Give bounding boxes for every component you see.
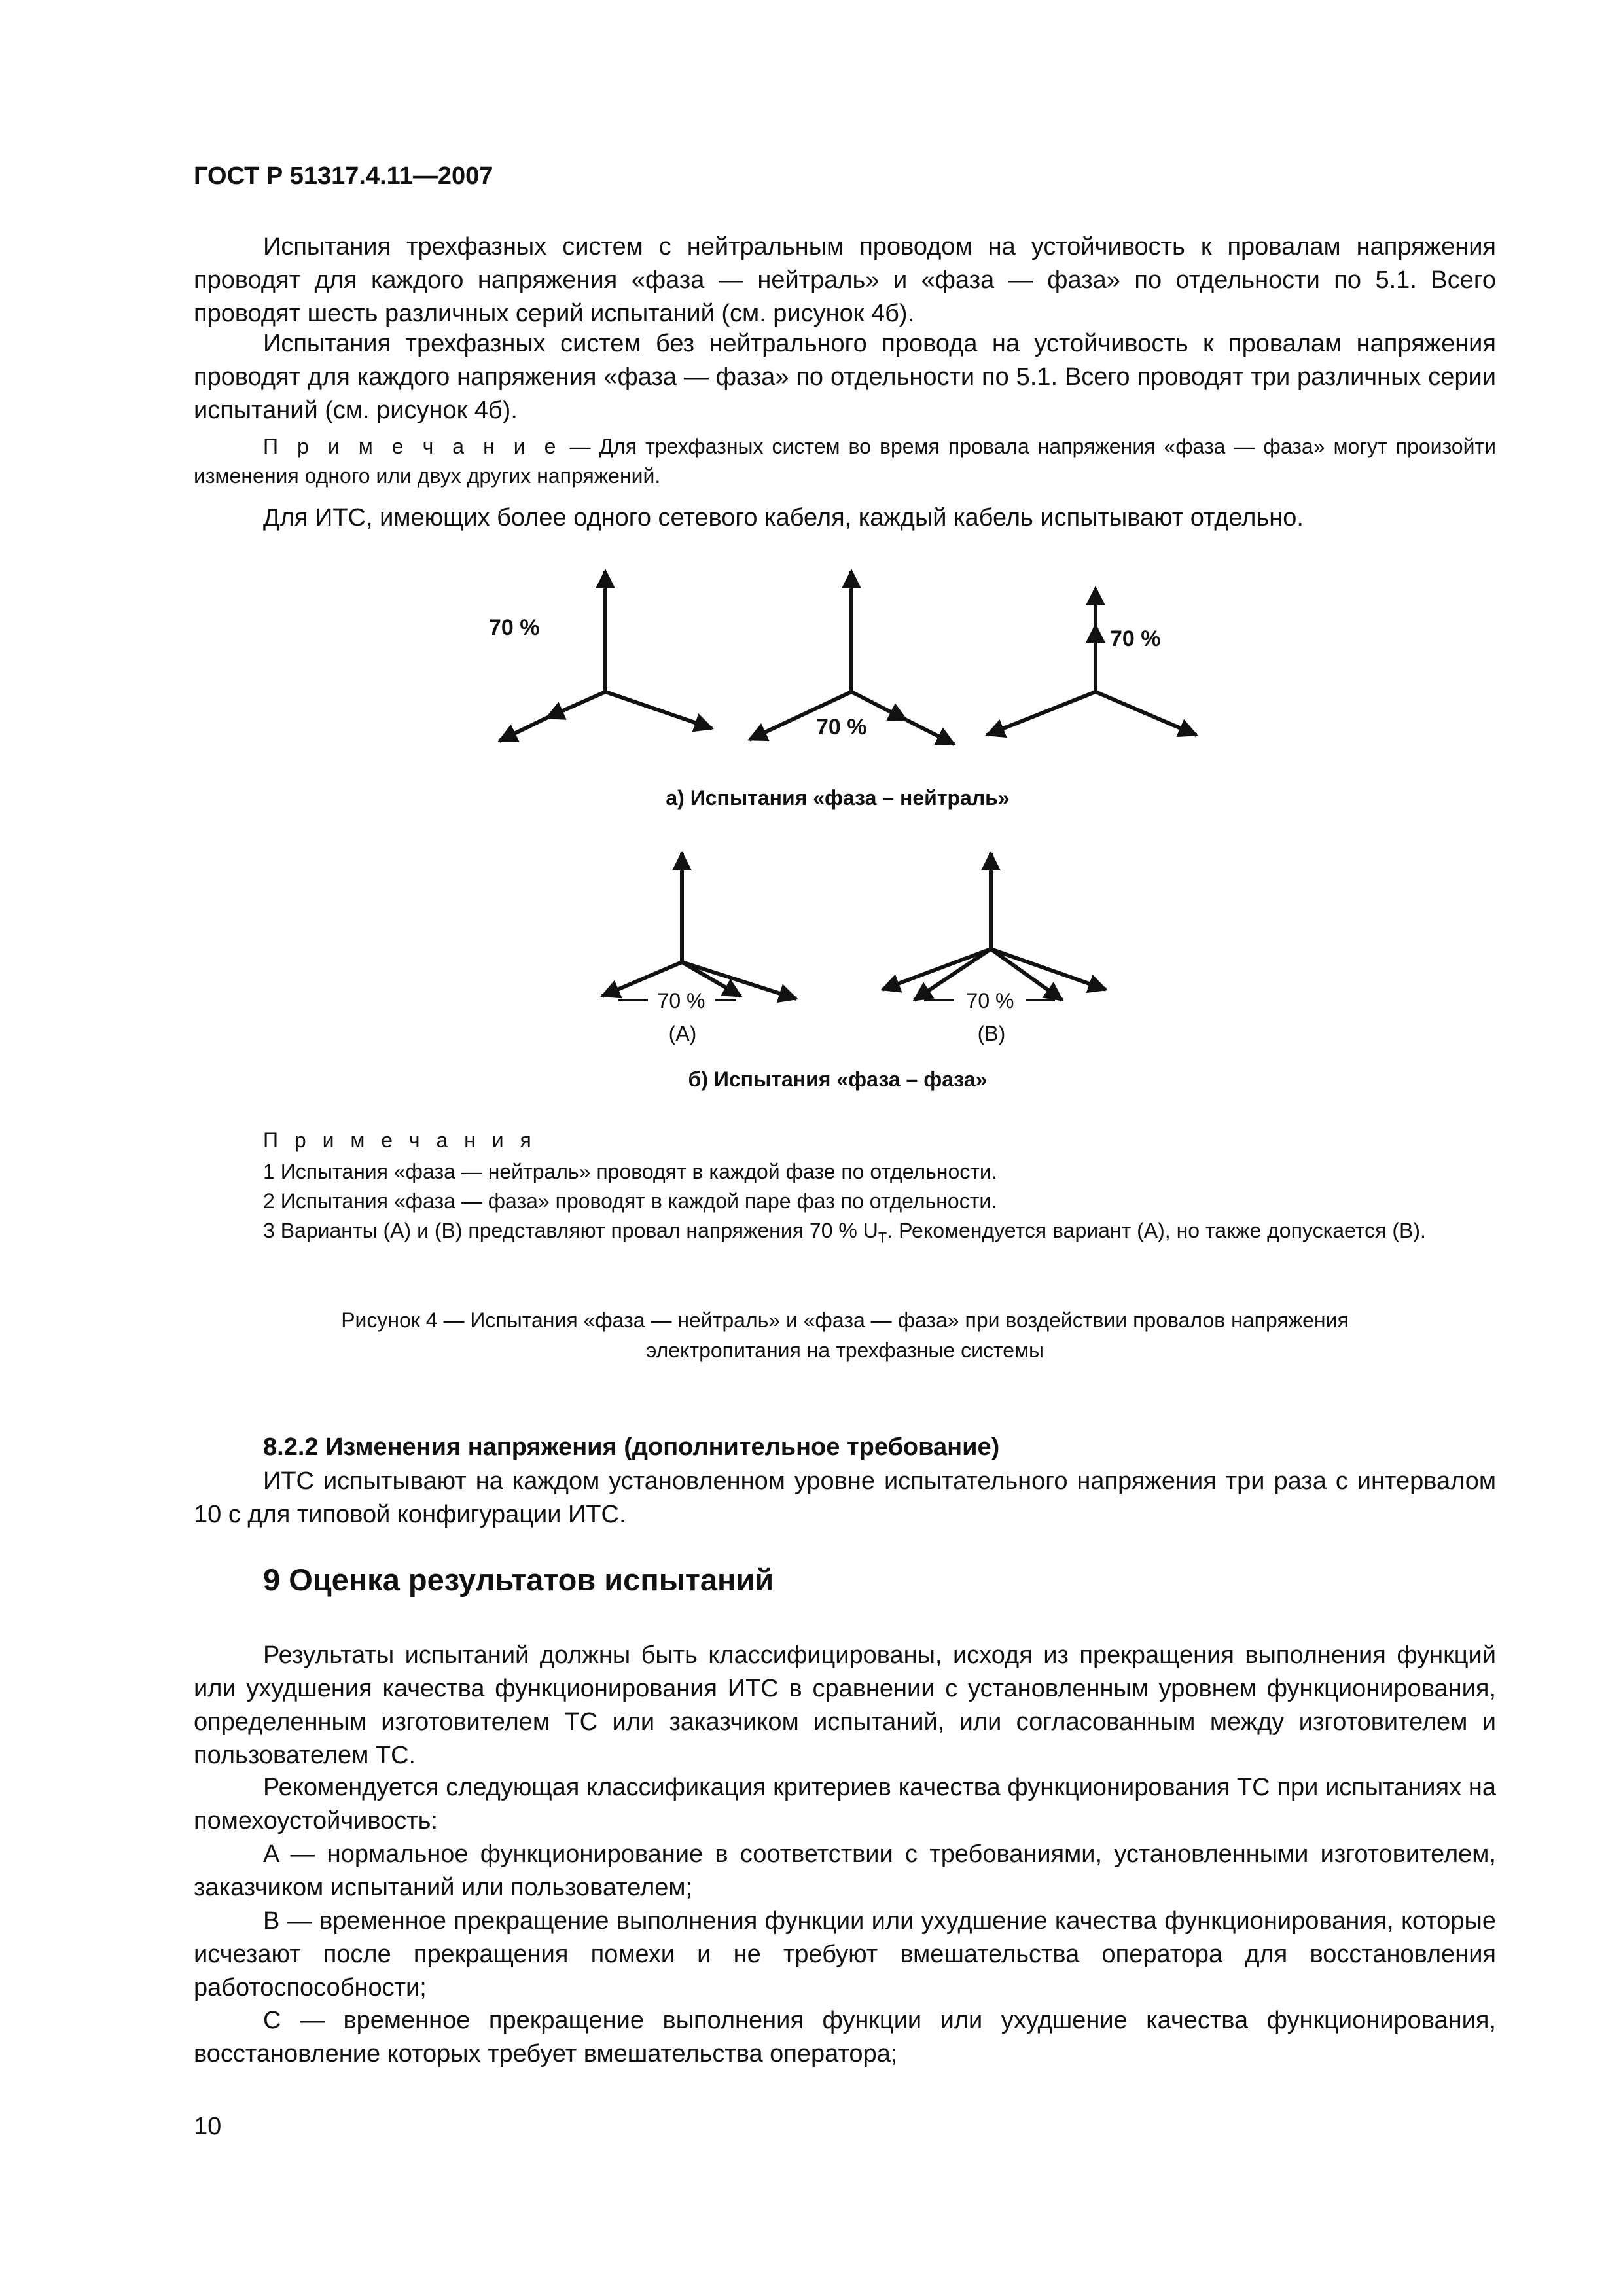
label-70-a1: 70 % [489, 615, 540, 640]
phasor-diagram-a1 [499, 571, 712, 741]
note-item-1: 1 Испытания «фаза — нейтраль» проводят в каждой фазе по отдельности. [263, 1160, 997, 1183]
criterion-C: C — временное прекращение выполнения функции или ухудшение качества функционирования, восстановление которых требует вмешательства оператора; [194, 2007, 1496, 2068]
label-70-a3: 70 % [1110, 626, 1161, 651]
phasor-diagram-a3 [987, 588, 1196, 735]
label-70-bB: 70 % [966, 989, 1014, 1013]
note-label: П р и м е ч а н и е [263, 435, 562, 458]
phasor-diagram-bB [882, 853, 1106, 1000]
caption-a: а) Испытания «фаза – нейтраль» [666, 786, 1010, 810]
variant-B-label: (B) [977, 1022, 1006, 1045]
figure-caption-line-1: Рисунок 4 — Испытания «фаза — нейтраль» и «фаза — фаза» при воздействии провалов напряжения [341, 1308, 1349, 1332]
phasor-diagrams [458, 563, 1217, 1100]
section-822-text: ИТС испытывают на каждом установленном уровне испытательного напряжения три раза с интервалом 10 с для типовой конфигурации ИТС. [194, 1467, 1496, 1528]
criterion-B: B — временное прекращение выполнения функции или ухудшение качества функционирования, которые исчезают после прекращения помехи и не требуют вмешательства оператора для восстановления работоспособности; [194, 1907, 1496, 2001]
label-70-bA: 70 % [657, 989, 705, 1013]
note-item-3-subscript: T [878, 1229, 887, 1246]
figure-4 [458, 563, 1217, 1100]
figure-caption-line-2: электропитания на трехфазные системы [645, 1338, 1044, 1362]
caption-b: б) Испытания «фаза – фаза» [688, 1067, 988, 1091]
criterion-A: A — нормальное функционирование в соответствии с требованиями, установленными изготовителем, заказчиком испытаний или пользователем; [194, 1840, 1496, 1901]
note-item-3-tail: . Рекомендуется вариант (A), но также допускается (B). [887, 1219, 1426, 1242]
note-item-2: 2 Испытания «фаза — фаза» проводят в каждой паре фаз по отдельности. [263, 1189, 997, 1213]
label-70-a2: 70 % [816, 715, 867, 740]
page-number: 10 [194, 2113, 222, 2140]
section-9-paragraph-1: Результаты испытаний должны быть классифицированы, исходя из прекращения выполнения функций или ухудшения качества функционирования ИТС в сравнении с установленным уровнем функционирования, определенным изготовителем ТС или заказчиком испытаний, или согласованным между изготовителем и пользователем ТС. [194, 1641, 1496, 1769]
note-item-3-text: 3 Варианты (A) и (B) представляют провал напряжения 70 % U [263, 1219, 878, 1242]
paragraph-with-neutral: Испытания трехфазных систем с нейтральным проводом на устойчивость к провалам напряжения проводят для каждого напряжения «фаза — нейтраль» и «фаза — фаза» по отдельности по 5.1. Всего проводят шесть различных серий испытаний (см. рисунок 4б). [194, 233, 1496, 327]
phasor-diagram-bA [602, 853, 796, 999]
note-single [194, 432, 1496, 491]
note-text: — Для трехфазных систем во время провала напряжения «фаза — фаза» могут произойти изменения одного или двух других напряжений. [194, 435, 1497, 488]
variant-A-label: (A) [668, 1022, 697, 1045]
note-item-3 [194, 1216, 1496, 1252]
section-822-heading: 8.2.2 Изменения напряжения (дополнительное требование) [263, 1433, 1000, 1461]
document-header: ГОСТ Р 51317.4.11—2007 [194, 162, 493, 190]
section-9-heading: 9 Оценка результатов испытаний [263, 1562, 774, 1597]
paragraph-cable: Для ИТС, имеющих более одного сетевого кабеля, каждый кабель испытывают отдельно. [263, 504, 1304, 531]
notes-title: П р и м е ч а н и я [263, 1128, 537, 1152]
section-9-paragraph-2: Рекомендуется следующая классификация критериев качества функционирования ТС при испытаниях на помехоустойчивость: [194, 1774, 1496, 1835]
paragraph-without-neutral: Испытания трехфазных систем без нейтрального провода на устойчивость к провалам напряжения проводят для каждого напряжения «фаза — фаза» по отдельности по 5.1. Всего проводят три различных серии испытаний (см. рисунок 4б). [194, 330, 1496, 424]
